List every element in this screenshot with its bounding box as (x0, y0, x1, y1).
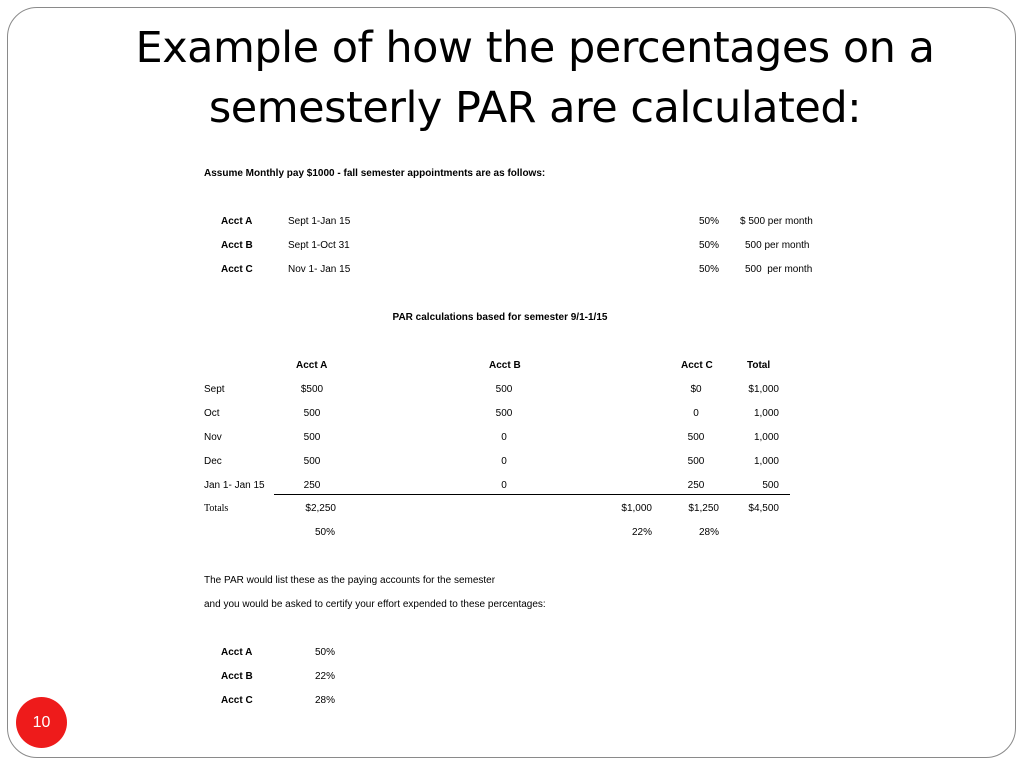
certification-pct: 28% (315, 695, 336, 706)
percent-acct-c: 28% (698, 527, 719, 538)
par-acct-a-value: $500 (300, 384, 324, 395)
slide-number-badge: 10 (16, 697, 67, 748)
par-col-total: Total (747, 360, 771, 371)
totals-total: $4,500 (748, 503, 779, 514)
assumption-pct: 50% (698, 240, 719, 251)
certification-acct: Acct B (221, 671, 253, 682)
par-acct-a-value: 500 (303, 432, 321, 443)
assumption-pct: 50% (698, 216, 719, 227)
par-month: Sept (204, 384, 225, 395)
par-acct-a-value: 500 (303, 408, 321, 419)
par-month: Nov (204, 432, 222, 443)
assumption-pay: 500 per month (745, 240, 810, 251)
par-acct-b-value: 0 (501, 432, 507, 443)
totals-acct-a: $2,250 (305, 503, 336, 514)
title-line-1: Example of how the percentages on a (135, 23, 935, 73)
par-acct-c-value: 500 (687, 456, 705, 467)
par-total-value: 1,000 (753, 432, 779, 443)
assumption-pay: $ 500 per month (740, 216, 813, 227)
par-col-acct-b: Acct B (489, 360, 521, 371)
par-acct-b-value: 0 (501, 480, 507, 491)
par-acct-a-value: 500 (303, 456, 321, 467)
assumption-acct: Acct B (221, 240, 253, 251)
assumption-heading: Assume Monthly pay $1000 - fall semester appointments are as follows: (204, 168, 546, 179)
certification-line-2: and you would be asked to certify your effort expended to these percentages: (204, 599, 546, 610)
slide-title (100, 18, 970, 138)
totals-acct-b: $1,000 (621, 503, 652, 514)
certification-acct: Acct A (221, 647, 253, 658)
par-acct-c-value: 500 (687, 432, 705, 443)
par-month: Oct (204, 408, 220, 419)
certification-pct: 22% (315, 671, 336, 682)
par-col-acct-a: Acct A (296, 360, 328, 371)
assumption-dates: Sept 1-Oct 31 (288, 240, 350, 251)
certification-acct: Acct C (221, 695, 253, 706)
par-acct-b-value: 500 (495, 408, 513, 419)
assumption-pct: 50% (698, 264, 719, 275)
par-col-acct-c: Acct C (681, 360, 713, 371)
totals-acct-c: $1,250 (688, 503, 719, 514)
title-line-2: semesterly PAR are calculated: (208, 83, 862, 133)
assumption-pay: 500 per month (745, 264, 813, 275)
par-month: Dec (204, 456, 222, 467)
par-acct-c-value: $0 (690, 384, 702, 395)
assumption-dates: Nov 1- Jan 15 (288, 264, 351, 275)
percent-acct-a: 50% (314, 527, 335, 538)
par-month: Jan 1- Jan 15 (204, 480, 265, 491)
certification-line-1: The PAR would list these as the paying accounts for the semester (204, 575, 496, 586)
par-heading: PAR calculations based for semester 9/1-1/15 (392, 312, 608, 323)
totals-label: Totals (204, 503, 229, 514)
par-acct-b-value: 0 (501, 456, 507, 467)
par-total-value: 500 (762, 480, 779, 491)
par-acct-c-value: 0 (693, 408, 699, 419)
par-acct-b-value: 500 (495, 384, 513, 395)
par-total-value: 1,000 (753, 408, 779, 419)
assumption-acct: Acct A (221, 216, 253, 227)
percent-acct-b: 22% (631, 527, 652, 538)
par-acct-c-value: 250 (687, 480, 705, 491)
totals-divider (274, 494, 790, 495)
par-total-value: $1,000 (748, 384, 779, 395)
assumption-acct: Acct C (221, 264, 253, 275)
certification-pct: 50% (315, 647, 336, 658)
assumption-dates: Sept 1-Jan 15 (288, 216, 351, 227)
par-acct-a-value: 250 (303, 480, 321, 491)
par-total-value: 1,000 (753, 456, 779, 467)
